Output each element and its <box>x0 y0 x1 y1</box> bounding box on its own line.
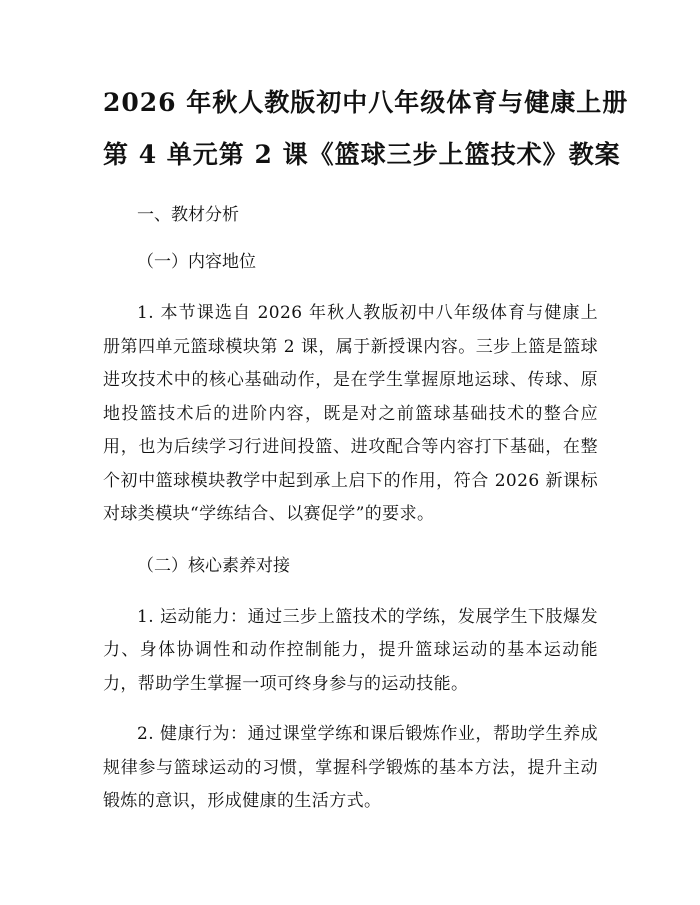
paragraph-motor-ability: 1. 运动能力：通过三步上篮技术的学练，发展学生下肢爆发力、身体协调性和动作控制能力，提升篮球运动的基本运动能力，帮助学生掌握一项可终身参与的运动技能。 <box>103 606 598 694</box>
subsection-heading-content-position: （一）内容地位 <box>137 252 256 272</box>
paragraph-content-position: 1. 本节课选自 2026 年秋人教版初中八年级体育与健康上册第四单元篮球模块第 2 课，属于新授课内容。三步上篮是篮球进攻技术中的核心基础动作，是在学生掌握原地运球、传球、原地投篮技术后的进阶内容，既是对之前篮球基础技术的整合应用，也为后续学习行进间投篮、进攻配合等内容打下基础，在整个初中篮球模块教学中起到承上启下的作用，符合 2026 新课标对球类模块“学练结合、以赛促学”的要求。 <box>103 303 598 524</box>
document-title-line-2: 第 4 单元第 2 课《篮球三步上篮技术》教案 <box>103 140 621 169</box>
paragraph-health-behavior: 2. 健康行为：通过课堂学练和课后锻炼作业，帮助学生养成规律参与篮球运动的习惯，掌握科学锻炼的基本方法，提升主动锻炼的意识，形成健康的生活方式。 <box>103 724 598 811</box>
document-title-line-1: 2026 年秋人教版初中八年级体育与健康上册 <box>103 88 629 117</box>
section-heading-analysis: 一、教材分析 <box>137 205 239 225</box>
subsection-heading-core-literacy: （二）核心素养对接 <box>137 555 290 576</box>
